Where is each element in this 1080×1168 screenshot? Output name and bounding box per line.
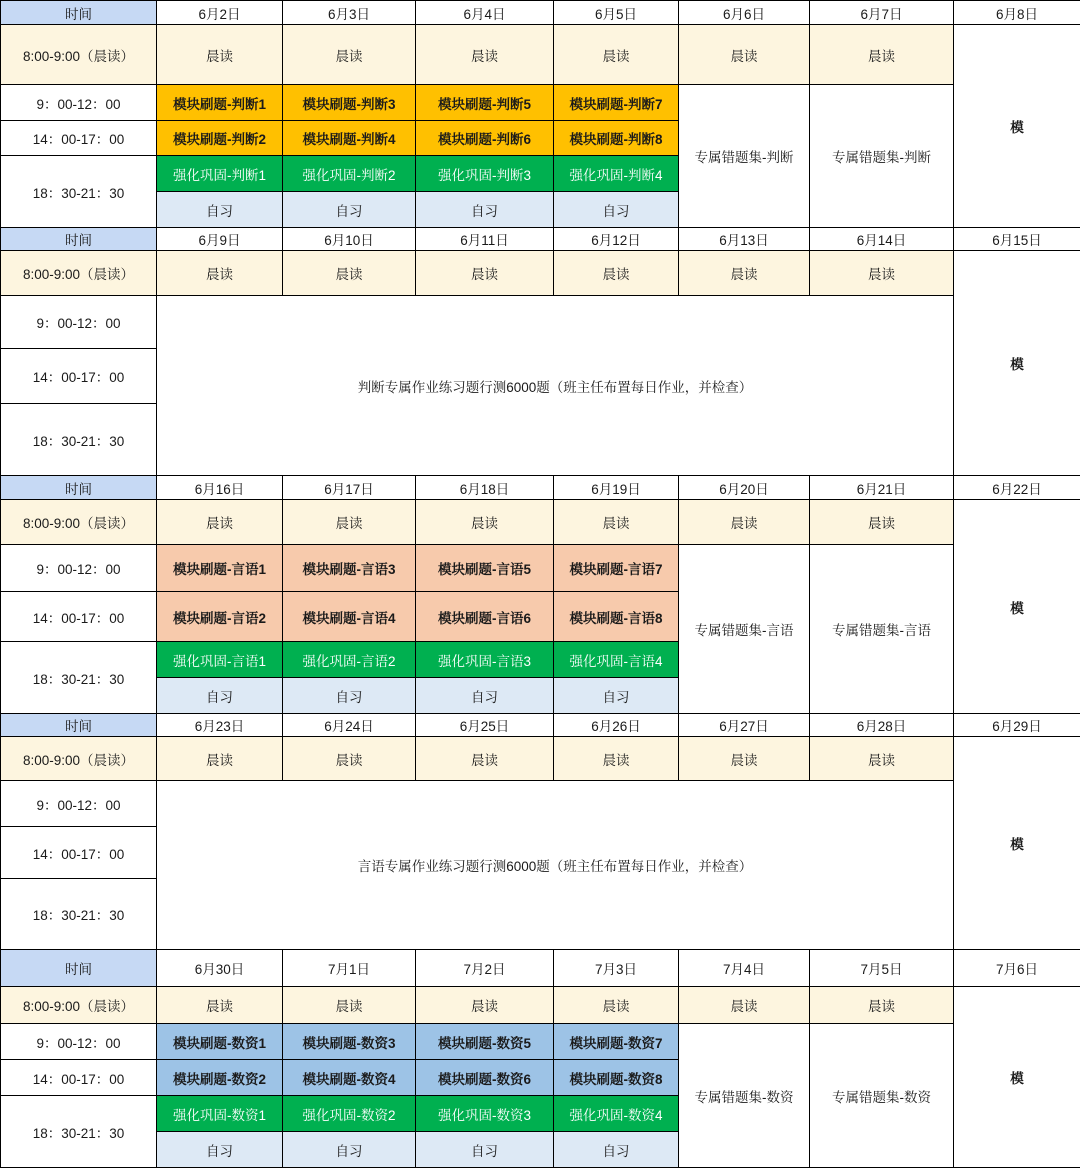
date-header-cell: 6月10日 [282, 227, 416, 251]
date-header-cell: 6月17日 [282, 475, 416, 500]
date-header-cell: 6月7日 [809, 0, 954, 25]
error-collection-cell: 专属错题集-判断 [809, 84, 954, 228]
slot-label-evening: 18：30-21：30 [0, 878, 157, 950]
date-header-cell: 7月1日 [282, 949, 416, 987]
error-collection-cell: 专属错题集-言语 [809, 544, 954, 714]
module-practice-cell: 模块刷题-言语7 [553, 544, 679, 592]
slot-label-evening: 18：30-21：30 [0, 1095, 157, 1168]
date-header-cell: 6月15日 [953, 227, 1080, 251]
reinforce-cell: 强化巩固-言语4 [553, 641, 679, 678]
module-practice-cell: 模块刷题-判断5 [415, 84, 554, 121]
module-practice-cell: 模块刷题-判断2 [156, 120, 283, 156]
date-header-cell: 7月5日 [809, 949, 954, 987]
date-header-cell: 6月12日 [553, 227, 679, 251]
self-study-cell: 自习 [156, 677, 283, 714]
mock-exam-cell: 模 [953, 24, 1080, 228]
time-header-cell: 时间 [0, 227, 157, 251]
morning-reading-cell: 晨读 [678, 499, 810, 545]
morning-reading-cell: 晨读 [156, 250, 283, 296]
reinforce-cell: 强化巩固-言语2 [282, 641, 416, 678]
date-header-cell: 6月16日 [156, 475, 283, 500]
slot-label-morning: 8:00-9:00（晨读） [0, 986, 157, 1024]
date-header-cell: 7月6日 [953, 949, 1080, 987]
date-header-cell: 6月21日 [809, 475, 954, 500]
morning-reading-cell: 晨读 [809, 24, 954, 85]
reinforce-cell: 强化巩固-判断3 [415, 155, 554, 192]
reinforce-cell: 强化巩固-数资3 [415, 1095, 554, 1132]
module-practice-cell: 模块刷题-判断7 [553, 84, 679, 121]
reinforce-cell: 强化巩固-数资1 [156, 1095, 283, 1132]
module-practice-cell: 模块刷题-言语8 [553, 591, 679, 642]
morning-reading-cell: 晨读 [415, 736, 554, 781]
morning-reading-cell: 晨读 [809, 986, 954, 1024]
slot-label-evening: 18：30-21：30 [0, 155, 157, 228]
error-collection-cell: 专属错题集-判断 [678, 84, 810, 228]
time-header-cell: 时间 [0, 713, 157, 737]
morning-reading-cell: 晨读 [553, 986, 679, 1024]
module-practice-cell: 模块刷题-数资5 [415, 1023, 554, 1060]
module-practice-cell: 模块刷题-数资4 [282, 1059, 416, 1096]
date-header-cell: 6月25日 [415, 713, 554, 737]
self-study-cell: 自习 [553, 677, 679, 714]
self-study-cell: 自习 [553, 191, 679, 228]
morning-reading-cell: 晨读 [809, 736, 954, 781]
homework-block: 判断专属作业练习题行测6000题（班主任布置每日作业，并检查） [156, 295, 954, 476]
date-header-cell: 6月9日 [156, 227, 283, 251]
self-study-cell: 自习 [156, 191, 283, 228]
date-header-cell: 6月8日 [953, 0, 1080, 25]
morning-reading-cell: 晨读 [415, 499, 554, 545]
module-practice-cell: 模块刷题-数资8 [553, 1059, 679, 1096]
module-practice-cell: 模块刷题-言语4 [282, 591, 416, 642]
mock-exam-cell: 模 [953, 250, 1080, 476]
reinforce-cell: 强化巩固-数资2 [282, 1095, 416, 1132]
slot-label-am: 9：00-12：00 [0, 780, 157, 827]
morning-reading-cell: 晨读 [282, 250, 416, 296]
date-header-cell: 6月20日 [678, 475, 810, 500]
slot-label-evening: 18：30-21：30 [0, 403, 157, 476]
self-study-cell: 自习 [553, 1131, 679, 1168]
mock-exam-cell: 模 [953, 986, 1080, 1168]
module-practice-cell: 模块刷题-判断1 [156, 84, 283, 121]
module-practice-cell: 模块刷题-数资3 [282, 1023, 416, 1060]
mock-exam-cell: 模 [953, 736, 1080, 950]
date-header-cell: 6月4日 [415, 0, 554, 25]
reinforce-cell: 强化巩固-言语3 [415, 641, 554, 678]
slot-label-pm: 14：00-17：00 [0, 120, 157, 156]
date-header-cell: 6月18日 [415, 475, 554, 500]
self-study-cell: 自习 [282, 191, 416, 228]
date-header-cell: 6月11日 [415, 227, 554, 251]
morning-reading-cell: 晨读 [156, 499, 283, 545]
morning-reading-cell: 晨读 [553, 736, 679, 781]
reinforce-cell: 强化巩固-判断1 [156, 155, 283, 192]
morning-reading-cell: 晨读 [415, 986, 554, 1024]
module-practice-cell: 模块刷题-言语3 [282, 544, 416, 592]
morning-reading-cell: 晨读 [678, 250, 810, 296]
morning-reading-cell: 晨读 [678, 24, 810, 85]
module-practice-cell: 模块刷题-判断3 [282, 84, 416, 121]
date-header-cell: 6月26日 [553, 713, 679, 737]
module-practice-cell: 模块刷题-判断8 [553, 120, 679, 156]
module-practice-cell: 模块刷题-言语5 [415, 544, 554, 592]
self-study-cell: 自习 [156, 1131, 283, 1168]
morning-reading-cell: 晨读 [809, 250, 954, 296]
self-study-cell: 自习 [282, 1131, 416, 1168]
date-header-cell: 6月24日 [282, 713, 416, 737]
module-practice-cell: 模块刷题-言语1 [156, 544, 283, 592]
date-header-cell: 6月2日 [156, 0, 283, 25]
self-study-cell: 自习 [415, 677, 554, 714]
date-header-cell: 6月22日 [953, 475, 1080, 500]
module-practice-cell: 模块刷题-数资2 [156, 1059, 283, 1096]
morning-reading-cell: 晨读 [553, 499, 679, 545]
date-header-cell: 6月23日 [156, 713, 283, 737]
error-collection-cell: 专属错题集-数资 [678, 1023, 810, 1168]
module-practice-cell: 模块刷题-言语6 [415, 591, 554, 642]
module-practice-cell: 模块刷题-数资7 [553, 1023, 679, 1060]
slot-label-am: 9：00-12：00 [0, 544, 157, 592]
date-header-cell: 6月6日 [678, 0, 810, 25]
mock-exam-cell: 模 [953, 499, 1080, 714]
slot-label-pm: 14：00-17：00 [0, 1059, 157, 1096]
date-header-cell: 6月14日 [809, 227, 954, 251]
module-practice-cell: 模块刷题-判断4 [282, 120, 416, 156]
slot-label-pm: 14：00-17：00 [0, 591, 157, 642]
date-header-cell: 7月2日 [415, 949, 554, 987]
slot-label-evening: 18：30-21：30 [0, 641, 157, 714]
morning-reading-cell: 晨读 [282, 24, 416, 85]
morning-reading-cell: 晨读 [678, 986, 810, 1024]
slot-label-morning: 8:00-9:00（晨读） [0, 250, 157, 296]
error-collection-cell: 专属错题集-数资 [809, 1023, 954, 1168]
date-header-cell: 6月28日 [809, 713, 954, 737]
morning-reading-cell: 晨读 [156, 986, 283, 1024]
slot-label-am: 9：00-12：00 [0, 84, 157, 121]
slot-label-am: 9：00-12：00 [0, 1023, 157, 1060]
slot-label-morning: 8:00-9:00（晨读） [0, 24, 157, 85]
morning-reading-cell: 晨读 [415, 24, 554, 85]
slot-label-am: 9：00-12：00 [0, 295, 157, 349]
date-header-cell: 6月30日 [156, 949, 283, 987]
time-header-cell: 时间 [0, 0, 157, 25]
date-header-cell: 6月5日 [553, 0, 679, 25]
date-header-cell: 7月4日 [678, 949, 810, 987]
morning-reading-cell: 晨读 [156, 24, 283, 85]
homework-block: 言语专属作业练习题行测6000题（班主任布置每日作业，并检查） [156, 780, 954, 950]
module-practice-cell: 模块刷题-数资1 [156, 1023, 283, 1060]
slot-label-morning: 8:00-9:00（晨读） [0, 736, 157, 781]
morning-reading-cell: 晨读 [415, 250, 554, 296]
module-practice-cell: 模块刷题-数资6 [415, 1059, 554, 1096]
slot-label-morning: 8:00-9:00（晨读） [0, 499, 157, 545]
morning-reading-cell: 晨读 [282, 986, 416, 1024]
morning-reading-cell: 晨读 [156, 736, 283, 781]
morning-reading-cell: 晨读 [282, 736, 416, 781]
morning-reading-cell: 晨读 [809, 499, 954, 545]
reinforce-cell: 强化巩固-数资4 [553, 1095, 679, 1132]
reinforce-cell: 强化巩固-言语1 [156, 641, 283, 678]
date-header-cell: 6月13日 [678, 227, 810, 251]
date-header-cell: 7月3日 [553, 949, 679, 987]
error-collection-cell: 专属错题集-言语 [678, 544, 810, 714]
time-header-cell: 时间 [0, 475, 157, 500]
morning-reading-cell: 晨读 [282, 499, 416, 545]
module-practice-cell: 模块刷题-判断6 [415, 120, 554, 156]
morning-reading-cell: 晨读 [553, 24, 679, 85]
time-header-cell: 时间 [0, 949, 157, 987]
date-header-cell: 6月3日 [282, 0, 416, 25]
self-study-cell: 自习 [415, 1131, 554, 1168]
morning-reading-cell: 晨读 [553, 250, 679, 296]
slot-label-pm: 14：00-17：00 [0, 348, 157, 404]
date-header-cell: 6月27日 [678, 713, 810, 737]
date-header-cell: 6月29日 [953, 713, 1080, 737]
reinforce-cell: 强化巩固-判断4 [553, 155, 679, 192]
self-study-cell: 自习 [282, 677, 416, 714]
module-practice-cell: 模块刷题-言语2 [156, 591, 283, 642]
morning-reading-cell: 晨读 [678, 736, 810, 781]
date-header-cell: 6月19日 [553, 475, 679, 500]
self-study-cell: 自习 [415, 191, 554, 228]
slot-label-pm: 14：00-17：00 [0, 826, 157, 879]
reinforce-cell: 强化巩固-判断2 [282, 155, 416, 192]
